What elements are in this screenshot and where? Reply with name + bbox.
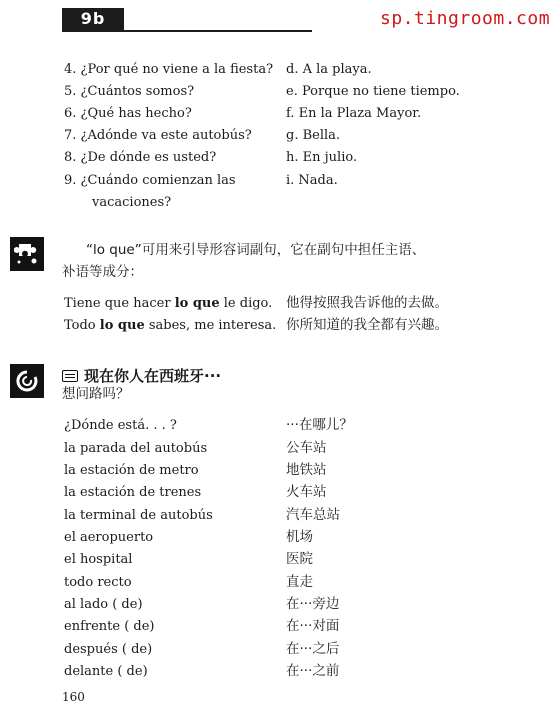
question-6: 6. ¿Qué has hecho? (64, 106, 192, 121)
highlight-lo-que: lo que (174, 296, 220, 311)
vocab-zh: 火车站 (286, 484, 327, 500)
vocab-es: el hospital (64, 552, 133, 567)
puzzle-icon (10, 237, 44, 271)
vocab-es: la estación de metro (64, 463, 199, 478)
vocab-zh: 机场 (286, 529, 313, 545)
vocab-es: la estación de trenes (64, 485, 202, 500)
vocab-zh: ···在哪儿？ (286, 417, 353, 433)
question-9: 9. ¿Cuándo comienzan las (64, 173, 236, 188)
answer-h: h. En julio. (286, 150, 358, 165)
example-1-es: Tiene que hacer lo que le digo. (64, 296, 273, 311)
vocab-es: después ( de) (64, 642, 153, 657)
keyboard-icon (62, 370, 78, 382)
vocab-zh: 汽车总站 (286, 507, 340, 523)
header-rule (62, 30, 312, 32)
grammar-note-line1: “lo que”可用来引导形容词副句，它在副句中担任主语、 (86, 242, 426, 258)
vocab-es: el aeropuerto (64, 530, 154, 545)
question-8: 8. ¿De dónde es usted? (64, 150, 217, 165)
answer-f: f. En la Plaza Mayor. (286, 106, 422, 121)
question-7: 7. ¿Adónde va este autobús? (64, 128, 252, 143)
grammar-note-line2: 补语等成分： (62, 264, 143, 280)
vocab-es: la parada del autobús (64, 441, 208, 456)
question-9-continued: vacaciones? (92, 195, 172, 210)
vocab-zh: 在···对面 (286, 618, 340, 634)
vocab-zh: 公车站 (286, 440, 327, 456)
vocab-es: delante ( de) (64, 664, 148, 679)
vocab-zh: 在···之后 (286, 641, 340, 657)
question-4: 4. ¿Por qué no viene a la fiesta? (64, 62, 274, 77)
spiral-icon (10, 364, 44, 398)
section-tab: 9b (62, 8, 124, 30)
section-heading (62, 365, 221, 386)
section-title: 现在你人在西班牙··· (84, 367, 222, 385)
vocab-es: al lado ( de) (64, 597, 143, 612)
vocab-es: enfrente ( de) (64, 619, 155, 634)
section-subtitle: 想问路吗？ (62, 386, 130, 402)
vocab-zh: 直走 (286, 574, 313, 590)
example-2-es: Todo lo que sabes, me interesa. (64, 318, 277, 333)
vocab-zh: 地铁站 (286, 462, 327, 478)
question-5: 5. ¿Cuántos somos? (64, 84, 195, 99)
vocab-zh: 在···之前 (286, 663, 340, 679)
answer-e: e. Porque no tiene tiempo. (286, 84, 460, 99)
example-1-zh: 他得按照我告诉他的去做。 (286, 295, 448, 311)
vocab-zh: 在···旁边 (286, 596, 340, 612)
page-number: 160 (62, 690, 85, 704)
answer-i: i. Nada. (286, 173, 338, 188)
example-2-zh: 你所知道的我全都有兴趣。 (286, 317, 448, 333)
vocab-es: ¿Dónde está. . . ? (64, 418, 177, 433)
vocab-es: la terminal de autobús (64, 508, 213, 523)
vocab-es: todo recto (64, 575, 132, 590)
highlight-lo-que: lo que (99, 318, 145, 333)
vocab-zh: 医院 (286, 551, 313, 567)
site-watermark: sp.tingroom.com (380, 8, 551, 29)
answer-g: g. Bella. (286, 128, 341, 143)
answer-d: d. A la playa. (286, 62, 372, 77)
